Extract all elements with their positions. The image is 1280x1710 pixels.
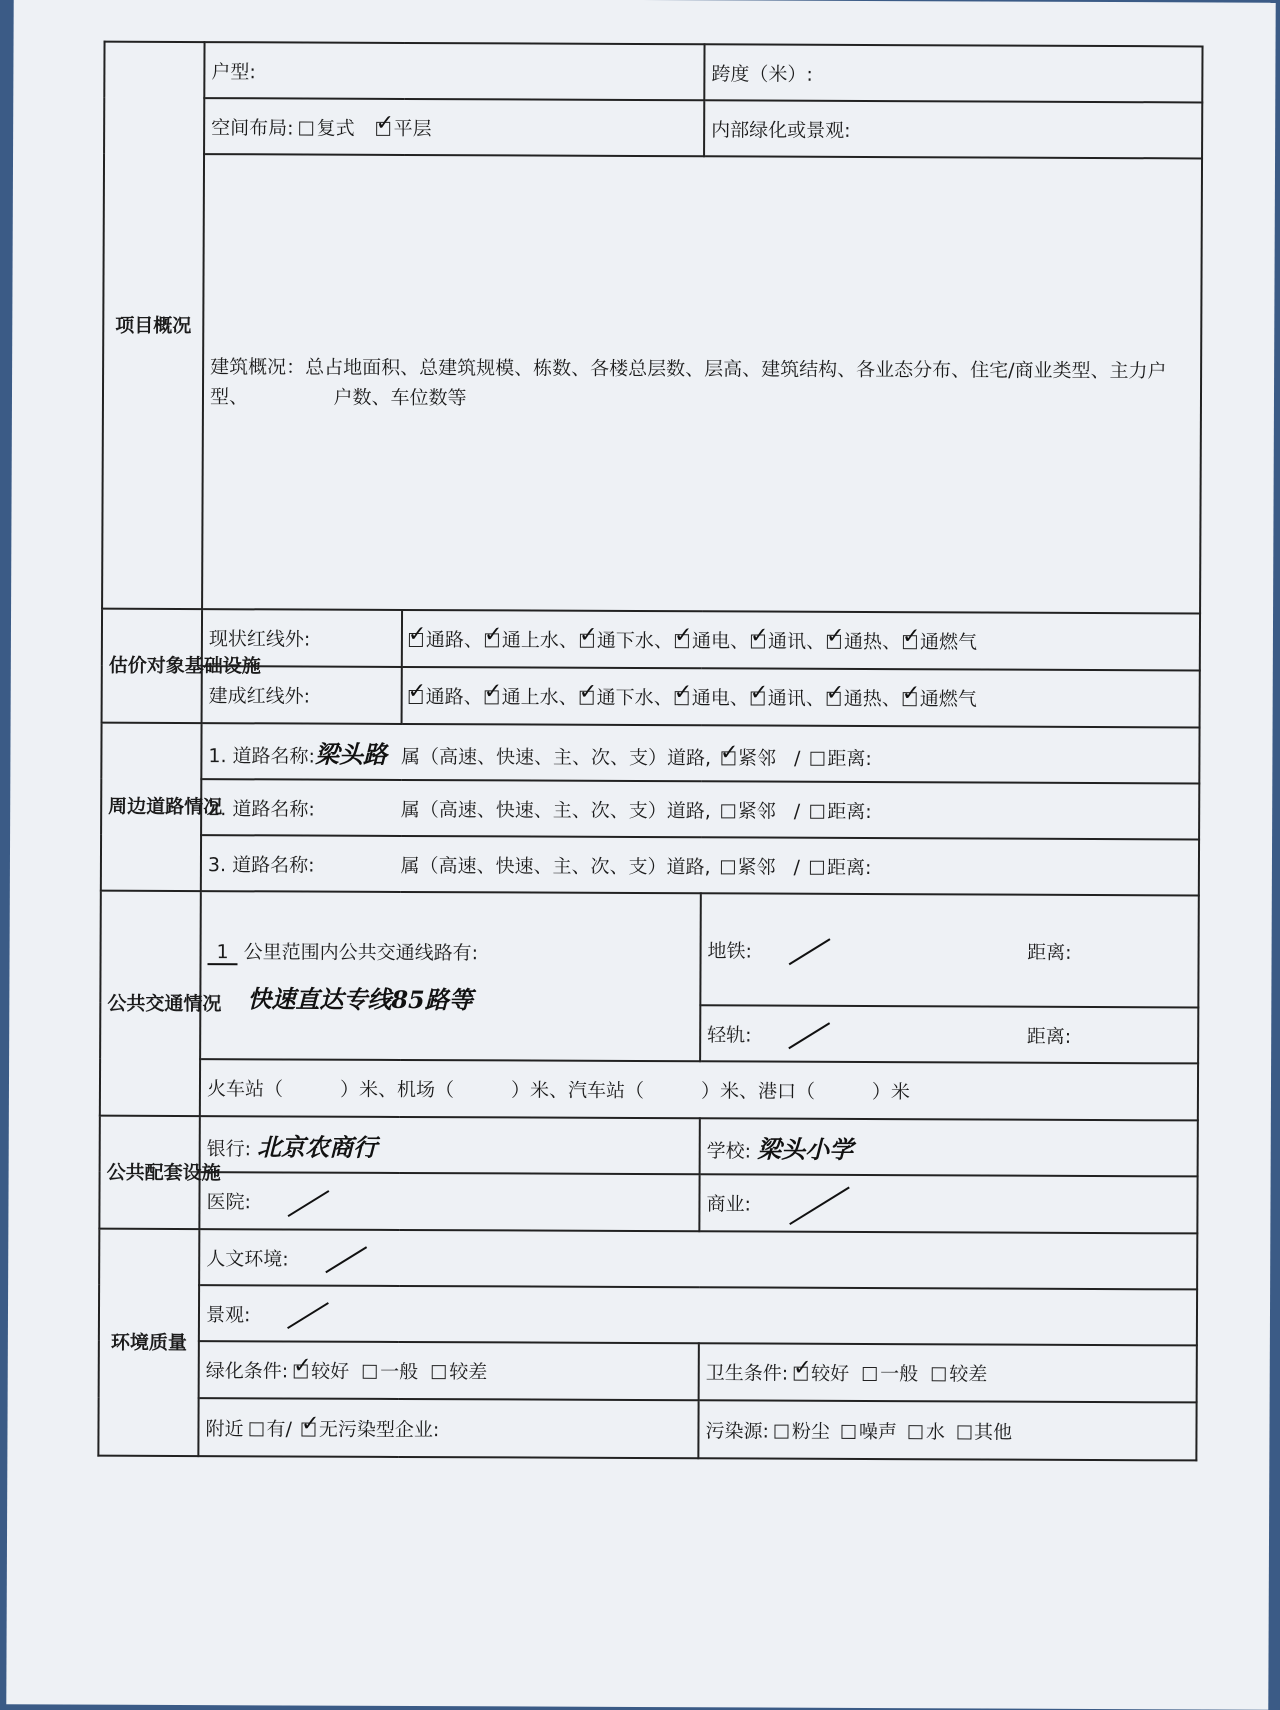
checkbox-option-label: 距离: — [827, 800, 872, 822]
checkbox-option-label: 通下水、 — [597, 630, 673, 652]
road-row[interactable] — [201, 779, 1199, 839]
bank-value: 北京农商行 — [257, 1132, 377, 1162]
checkbox-option[interactable] — [721, 856, 776, 878]
checkbox-option-label: 通路、 — [426, 629, 483, 651]
checked-box-icon[interactable] — [377, 121, 391, 135]
checkbox-option[interactable] — [810, 747, 872, 769]
checkbox-option-label: 粉尘 — [792, 1420, 830, 1442]
separator: / — [794, 856, 801, 878]
checkbox-option[interactable] — [751, 687, 825, 709]
hospital-label: 医院: — [206, 1191, 251, 1213]
checkbox-option[interactable] — [932, 1363, 987, 1385]
checked-box-icon[interactable] — [675, 691, 689, 705]
checkbox-option-label: 通上水、 — [502, 686, 578, 708]
checkbox-option[interactable] — [721, 800, 776, 822]
space-layout-label: 空间布局: — [211, 117, 294, 139]
checkbox-option-label: 距离: — [827, 856, 872, 878]
checkbox-option-label: 有/ — [267, 1418, 293, 1440]
checkbox-option[interactable] — [957, 1421, 1012, 1443]
greening-condition-label: 绿化条件: — [206, 1360, 289, 1382]
checkbox-option-label: 复式 — [317, 117, 355, 139]
checkbox-option-label: 较差 — [449, 1361, 487, 1383]
unchecked-box-icon[interactable] — [721, 860, 735, 874]
checkbox-option[interactable] — [810, 800, 872, 822]
road-name-label: 2. 道路名称: — [208, 798, 315, 820]
checked-box-icon[interactable] — [294, 1364, 308, 1378]
checked-box-icon[interactable] — [409, 633, 423, 647]
checkbox-option-label: 通燃气 — [920, 688, 977, 710]
road-row[interactable] — [201, 723, 1199, 783]
radius-label: 公里范围内公共交通线路有: — [244, 941, 479, 964]
infra-built-options[interactable] — [402, 667, 1200, 727]
checkbox-option[interactable] — [721, 747, 776, 769]
stations-distance-field[interactable]: 火车站（ ）米、机场（ ）米、汽车站（ ）米、港口（ ）米 — [200, 1059, 1198, 1120]
checkbox-option-label: 水 — [926, 1421, 945, 1443]
checked-box-icon[interactable] — [827, 692, 841, 706]
checkbox-option-label: 紧邻 — [738, 800, 776, 822]
unchecked-box-icon[interactable] — [810, 751, 824, 765]
bank-field[interactable] — [200, 1116, 700, 1174]
road-class-text: 属（高速、快速、主、次、支）道路, — [401, 798, 711, 821]
checkbox-option-label: 紧邻 — [738, 747, 776, 769]
checked-box-icon[interactable] — [580, 691, 594, 705]
unchecked-box-icon[interactable] — [250, 1422, 264, 1436]
checkbox-option-label: 无污染型企业: — [319, 1418, 440, 1441]
checkbox-option[interactable] — [794, 1363, 849, 1385]
section-infrastructure: 估价对象基础设施 — [102, 609, 202, 723]
pollution-source-options[interactable] — [775, 1420, 1024, 1443]
section-environment-quality: 环境质量 — [98, 1229, 199, 1456]
checkbox-option[interactable] — [409, 686, 483, 708]
checkbox-option[interactable] — [580, 687, 673, 709]
infra-built-label: 建成红线外: — [202, 666, 402, 724]
radius-value: 1 — [208, 941, 238, 965]
subway-label: 地铁: — [708, 940, 753, 962]
checkbox-option-label: 较好 — [311, 1361, 349, 1383]
checkbox-option-label: 噪声 — [859, 1420, 897, 1442]
checkbox-option-label: 通下水、 — [597, 687, 673, 709]
commerce-label: 商业: — [706, 1193, 751, 1215]
span-field[interactable]: 跨度（米）: — [704, 44, 1202, 102]
checkbox-option[interactable] — [909, 1421, 945, 1443]
checkbox-option-label: 一般 — [880, 1363, 918, 1385]
strike-mark — [789, 1022, 831, 1049]
road-class-text: 属（高速、快速、主、次、支）道路, — [400, 854, 710, 877]
strike-mark — [326, 1246, 368, 1273]
unchecked-box-icon[interactable] — [863, 1367, 877, 1381]
checkbox-option[interactable] — [580, 630, 673, 652]
checkbox-option-label: 其他 — [974, 1421, 1012, 1443]
unchecked-box-icon[interactable] — [363, 1365, 377, 1379]
road-name-label: 3. 道路名称: — [208, 854, 315, 876]
subway-field[interactable] — [700, 893, 1198, 1007]
building-overview-field[interactable] — [202, 154, 1202, 613]
checkbox-option[interactable] — [294, 1360, 349, 1382]
checkbox-option-label: 通路、 — [426, 686, 483, 708]
checkbox-option[interactable] — [810, 856, 872, 878]
checkbox-option[interactable] — [302, 1418, 440, 1441]
unchecked-box-icon[interactable] — [810, 804, 824, 818]
bus-routes-field[interactable] — [200, 891, 701, 1061]
checkbox-option[interactable] — [377, 117, 432, 139]
checkbox-option-label: 通热、 — [844, 688, 901, 710]
humanities-field[interactable] — [199, 1229, 1197, 1289]
greening-condition-options[interactable] — [294, 1360, 501, 1383]
infra-current-options[interactable] — [402, 610, 1200, 670]
hygiene-condition-label: 卫生条件: — [706, 1362, 789, 1384]
checked-box-icon[interactable] — [827, 635, 841, 649]
checked-box-icon[interactable] — [903, 692, 917, 706]
light-rail-field[interactable] — [700, 1005, 1198, 1063]
bank-label: 银行: — [207, 1138, 252, 1160]
checkbox-option-label: 通讯、 — [768, 631, 825, 653]
checkbox-option[interactable] — [250, 1418, 293, 1440]
pollution-source-field[interactable] — [698, 1400, 1196, 1460]
checkbox-option[interactable] — [675, 687, 749, 709]
checked-box-icon[interactable] — [302, 1422, 316, 1436]
hospital-field[interactable] — [199, 1172, 699, 1231]
unchecked-box-icon[interactable] — [909, 1425, 923, 1439]
checkbox-option[interactable] — [485, 686, 578, 708]
section-public-facilities: 公共配套设施 — [99, 1116, 199, 1229]
checkbox-option-label: 通上水、 — [502, 629, 578, 651]
greening-condition-field[interactable] — [199, 1341, 699, 1400]
checkbox-option-label: 平层 — [394, 117, 432, 139]
checkbox-option[interactable] — [842, 1420, 897, 1442]
checkbox-option[interactable] — [903, 688, 977, 710]
checked-box-icon[interactable] — [794, 1367, 808, 1381]
appraisal-survey-form — [97, 41, 1203, 1462]
commerce-field[interactable] — [699, 1174, 1197, 1233]
checkbox-option-label: 较差 — [949, 1363, 987, 1385]
checked-box-icon[interactable] — [485, 633, 499, 647]
unit-type-field[interactable]: 户型: — [204, 42, 704, 100]
checked-box-icon[interactable] — [485, 690, 499, 704]
nearby-label: 附近 — [205, 1418, 243, 1440]
school-value: 梁头小学 — [757, 1134, 853, 1163]
checkbox-option-label: 通电、 — [692, 687, 749, 709]
nearby-polluting-field[interactable] — [198, 1398, 698, 1458]
section-surrounding-roads: 周边道路情况 — [101, 723, 202, 891]
bus-routes-handwritten: 快速直达专线85路等 — [207, 979, 693, 1016]
checkbox-option-label: 通讯、 — [768, 688, 825, 710]
checked-box-icon[interactable] — [580, 634, 594, 648]
checked-box-icon[interactable] — [751, 634, 765, 648]
space-layout-field — [204, 98, 704, 156]
separator: / — [794, 800, 801, 822]
building-overview-text: 建筑概况：总占地面积、总建筑规模、栋数、各楼总层数、层高、建筑结构、各业态分布、住宅/商业类型、主力户型、 户数、车位数等 — [210, 352, 1194, 416]
scenery-label: 景观: — [206, 1304, 251, 1326]
hygiene-condition-field[interactable] — [699, 1343, 1197, 1402]
checkbox-option-label: 距离: — [827, 747, 872, 769]
nearby-options[interactable] — [250, 1418, 450, 1441]
checked-box-icon[interactable] — [903, 635, 917, 649]
school-field[interactable] — [700, 1118, 1198, 1176]
checkbox-option[interactable] — [432, 1361, 487, 1383]
school-label: 学校: — [707, 1140, 752, 1162]
road-name-value: 梁头路 — [315, 734, 395, 769]
road-name-label: 1. 道路名称: — [208, 745, 315, 767]
strike-mark — [287, 1302, 329, 1329]
humanities-label: 人文环境: — [206, 1248, 289, 1270]
checked-box-icon[interactable] — [675, 634, 689, 648]
light-rail-label: 轻轨: — [707, 1024, 752, 1046]
checkbox-option-label: 较好 — [811, 1363, 849, 1385]
checkbox-option-label: 通电、 — [692, 630, 749, 652]
space-layout-options[interactable] — [300, 117, 454, 140]
hygiene-condition-options[interactable] — [794, 1363, 1001, 1386]
checkbox-option[interactable] — [903, 631, 977, 653]
unchecked-box-icon[interactable] — [957, 1425, 971, 1439]
checkbox-option[interactable] — [485, 629, 578, 651]
checkbox-option[interactable] — [363, 1361, 418, 1383]
interior-greening-field[interactable]: 内部绿化或景观: — [704, 100, 1202, 158]
section-public-transport: 公共交通情况 — [100, 891, 201, 1116]
checkbox-option[interactable] — [675, 630, 749, 652]
unchecked-box-icon[interactable] — [775, 1424, 789, 1438]
checkbox-option-label: 通热、 — [844, 631, 901, 653]
road-class-text: 属（高速、快速、主、次、支）道路, — [401, 745, 711, 768]
unchecked-box-icon[interactable] — [721, 804, 735, 818]
road-row[interactable] — [201, 835, 1199, 895]
pollution-source-label: 污染源: — [705, 1420, 769, 1442]
section-project-overview: 项目概况 — [102, 42, 204, 609]
checkbox-option[interactable] — [300, 117, 355, 139]
checkbox-option[interactable] — [827, 631, 901, 653]
strike-mark — [789, 938, 831, 965]
form-sheet — [6, 0, 1275, 1710]
unchecked-box-icon[interactable] — [432, 1365, 446, 1379]
subway-distance-label: 距离: — [1027, 937, 1072, 964]
unchecked-box-icon[interactable] — [300, 121, 314, 135]
checked-box-icon[interactable] — [409, 690, 423, 704]
checkbox-option-label: 紧邻 — [738, 856, 776, 878]
unchecked-box-icon[interactable] — [932, 1367, 946, 1381]
infra-current-label: 现状红线外: — [202, 609, 402, 667]
checkbox-option-label: 通燃气 — [920, 631, 977, 653]
checkbox-option[interactable] — [775, 1420, 830, 1442]
checked-box-icon[interactable] — [721, 751, 735, 765]
light-rail-distance-label: 距离: — [1027, 1021, 1072, 1048]
strike-mark — [790, 1186, 851, 1225]
checked-box-icon[interactable] — [751, 691, 765, 705]
checkbox-option[interactable] — [827, 688, 901, 710]
checkbox-option[interactable] — [409, 629, 483, 651]
checkbox-option[interactable] — [863, 1363, 918, 1385]
strike-mark — [288, 1190, 330, 1217]
checkbox-option[interactable] — [751, 630, 825, 652]
separator: / — [794, 747, 801, 769]
checkbox-option-label: 一般 — [380, 1361, 418, 1383]
unchecked-box-icon[interactable] — [842, 1424, 856, 1438]
unchecked-box-icon[interactable] — [810, 860, 824, 874]
scenery-field[interactable] — [199, 1285, 1197, 1345]
